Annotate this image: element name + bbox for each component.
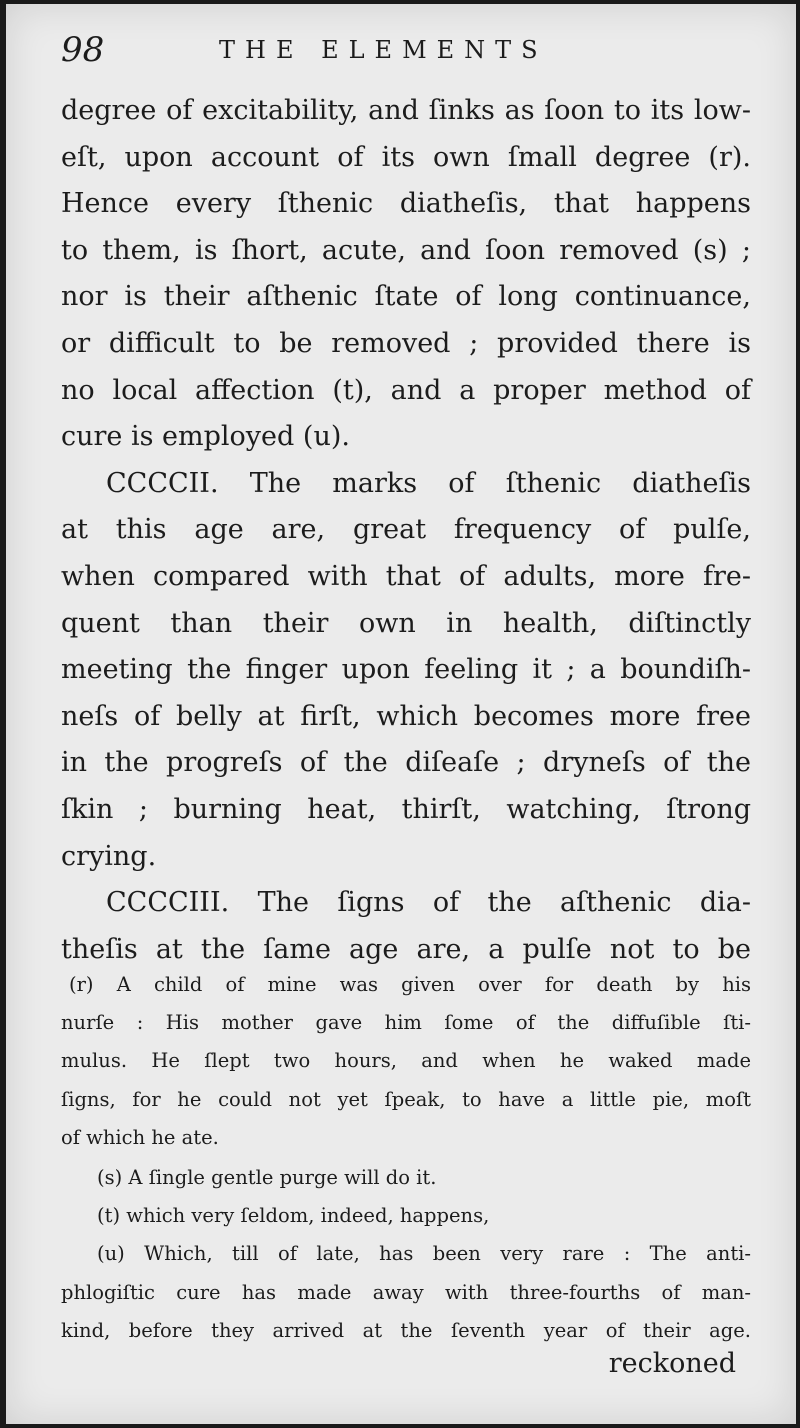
- text-line: degree of excitability, and ſinks as ſoon to its low-: [61, 95, 751, 126]
- page-number: 98: [61, 30, 105, 70]
- footnote-line: of which he ate.: [61, 1125, 219, 1149]
- running-head: [61, 30, 751, 70]
- footnote-line: (u) Which, till of late, has been very rare : The anti-: [97, 1242, 751, 1266]
- paragraph-start-line: CCCCIII. The ſigns of the aſthenic dia-: [106, 887, 751, 919]
- text-line: to them, is ſhort, acute, and ſoon removed (s) ;: [61, 234, 751, 266]
- footnote-line: kind, before they arrived at the ſeventh year of their age.: [61, 1318, 751, 1342]
- text-line: theſis at the ſame age are, a pulſe not to be: [61, 933, 751, 965]
- text-line: quent than their own in health, diſtinctly: [61, 607, 751, 639]
- text-line: nor is their aſthenic ſtate of long continuance,: [61, 281, 751, 313]
- footnote-line: phlogiſtic cure has made away with three-fourths of man-: [61, 1280, 751, 1304]
- footnote-line: ſigns, for he could not yet ſpeak, to have a little pie, moſt: [61, 1087, 751, 1111]
- text-line: crying.: [61, 840, 157, 872]
- footnotes: [61, 966, 751, 1350]
- text-line: eſt, upon account of its own ſmall degree (r).: [61, 141, 751, 173]
- footnote-line: nurſe : His mother gave him ſome of the diffuſible ſti-: [61, 1011, 751, 1035]
- text-line: in the progreſs of the diſeaſe ; dryneſs of the: [61, 747, 751, 779]
- footnote-line: mulus. He ſlept two hours, and when he waked made: [61, 1049, 751, 1073]
- text-line: meeting the finger upon feeling it ; a boundiſh-: [61, 654, 751, 686]
- text-line: cure is employed (u).: [61, 421, 350, 453]
- book-page: [6, 4, 796, 1424]
- text-line: or difficult to be removed ; provided there is: [61, 327, 751, 359]
- footnote-line: (s) A ſingle gentle purge will do it.: [97, 1165, 437, 1189]
- footnote-line: (t) which very ſeldom, indeed, happens,: [97, 1204, 490, 1228]
- footnote-line: (r) A child of mine was given over for death by his: [69, 973, 751, 996]
- catchword: reckoned: [608, 1348, 736, 1379]
- text-line: at this age are, great frequency of pulſe,: [61, 514, 751, 546]
- text-line: when compared with that of adults, more fre-: [61, 560, 751, 592]
- running-title: THE ELEMENTS: [219, 36, 548, 64]
- text-line: Hence every ſthenic diatheſis, that happens: [61, 188, 751, 220]
- text-line: ſkin ; burning heat, thirſt, watching, ſtrong: [61, 793, 751, 825]
- text-line: neſs of belly at firſt, which becomes more free: [61, 700, 751, 732]
- paragraph-start-line: CCCCII. The marks of ſthenic diatheſis: [106, 467, 751, 499]
- main-text: [61, 88, 751, 973]
- text-line: no local affection (t), and a proper method of: [61, 374, 751, 406]
